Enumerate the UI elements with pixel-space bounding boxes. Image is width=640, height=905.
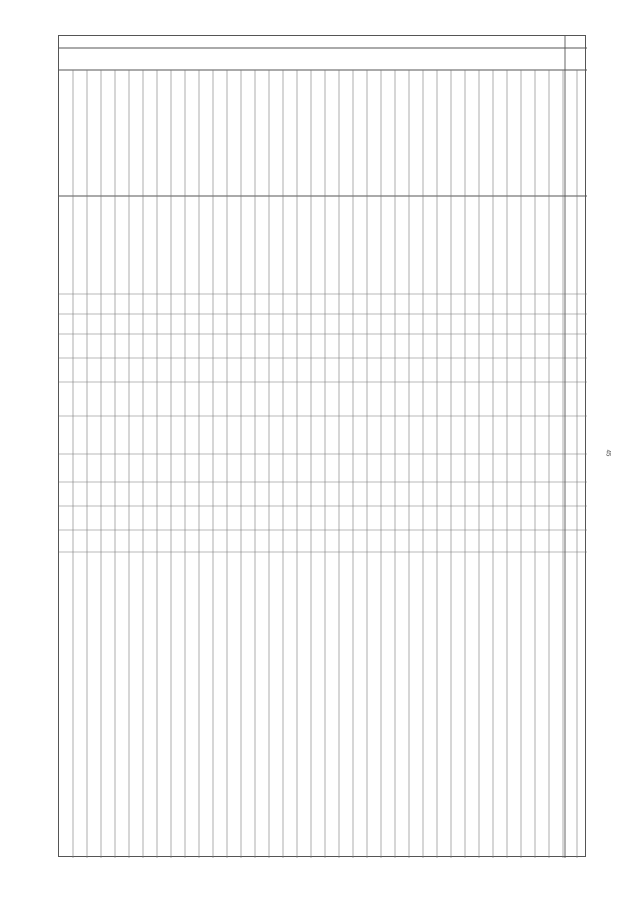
budget-table	[58, 35, 586, 857]
table-grid	[59, 36, 587, 858]
page-number: 45	[604, 449, 611, 457]
